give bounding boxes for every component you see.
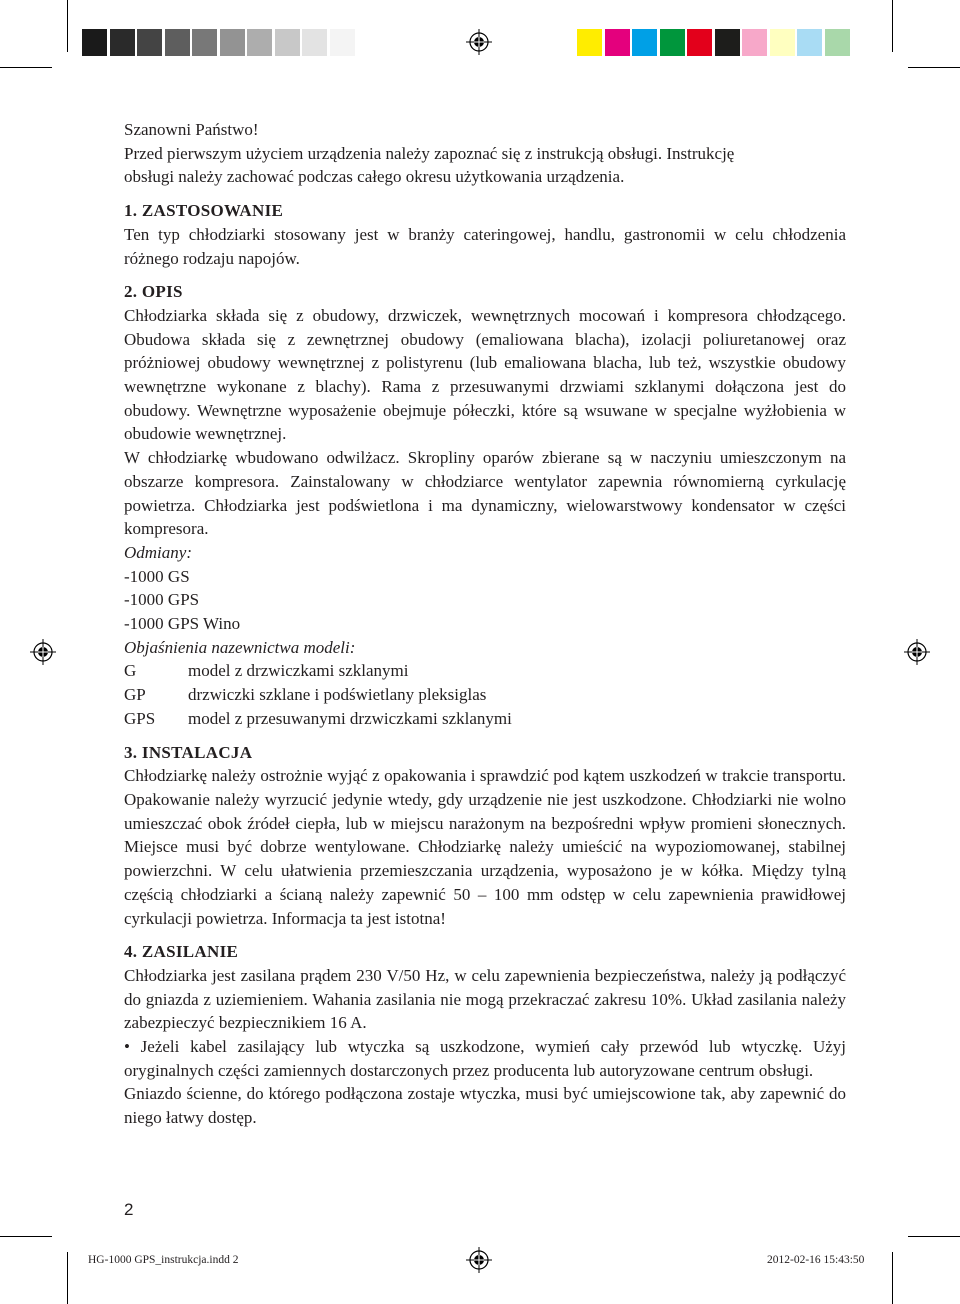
color-swatch [742, 29, 767, 56]
color-swatch [82, 29, 107, 56]
crop-mark [67, 0, 68, 52]
greeting: Szanowni Państwo! [124, 120, 259, 139]
document-body [124, 118, 846, 1130]
footer-timestamp: 2012-02-16 15:43:50 [767, 1254, 865, 1266]
registration-mark-icon [466, 1247, 492, 1273]
color-swatch [687, 29, 712, 56]
intro-line: obsługi należy zachować podczas całego okresu użytkowania urządzenia. [124, 167, 625, 187]
model-code: GPS [124, 708, 156, 728]
color-swatch [660, 29, 685, 56]
crop-mark [892, 0, 893, 52]
color-swatch [770, 29, 795, 56]
crop-mark [908, 1236, 960, 1237]
section-body-instalacja: Chłodziarkę należy ostrożnie wyjąć z opakowania i sprawdzić pod kątem uszkodzeń w trakcie transportu. Opakowanie należy wyrzucić jedynie wtedy, gdy urządzenie nie jest uszkodzone. Chłodziarki nie wolno umieszczać obok źródeł ciepła, lub w miejscu narażonym na bezpośredni wpływ promieni słonecznych. Miejsce musi być dobrze wentylowane. Chłodziarkę należy umieścić na wypoziomowanej, stabilnej powierzchni. W celu ułatwienia przemieszczania urządzenia, wyposażono je w kółka. Między tylną częścią chłodziarki a ścianą należy zapewnić 50 – 100 mm odstęp w celu zapewnienia prawidłowej cyrkulacji powietrza. Informacja ta jest istotna! [124, 766, 846, 928]
model-row [124, 659, 846, 683]
section-body-zasilanie: Chłodziarka jest zasilana prądem 230 V/50 Hz, w celu zapewnienia bezpieczeństwa, należy ją podłączyć do gniazda z uziemieniem. Wahania zasilania nie mogą przekraczać zakresu 10%. Układ zasilania należy zabezpieczyć bezpiecznikiem 16 A. [124, 965, 846, 1033]
crop-mark [67, 1252, 68, 1304]
crop-mark [0, 1236, 52, 1237]
color-swatch [247, 29, 272, 56]
color-swatch [165, 29, 190, 56]
model-code: G [124, 661, 137, 681]
registration-mark-icon [904, 639, 930, 665]
section-body-opis-2: W chłodziarkę wbudowano odwilżacz. Skropliny oparów zbierane są w naczyniu umieszczonym na obszarze kompresora. Zainstalowany w chłodziarce wentylator zapewnia równomierną cyrkulację powietrza. Chłodziarka jest podświetlona i ma dynamiczny, wielowarstwowy kondensator w części kompresora. [124, 448, 846, 539]
model-desc: model z przesuwanymi drzwiczkami szklanymi [188, 708, 512, 728]
crop-mark [892, 1252, 893, 1304]
color-swatch [605, 29, 630, 56]
variant-item: -1000 GPS Wino [124, 614, 241, 634]
color-swatch [302, 29, 327, 56]
color-swatch [275, 29, 300, 56]
bullet-item: • Jeżeli kabel zasilający lub wtyczka są uszkodzone, wymień cały przewód lub wtyczkę. Użyj oryginalnych części zamiennych dostarczonych przez producenta lub autoryzowane centrum obsługi. [124, 1037, 846, 1080]
model-row [124, 707, 846, 731]
model-desc: model z drzwiczkami szklanymi [188, 661, 409, 681]
model-desc: drzwiczki szklane i podświetlany pleksiglas [188, 685, 487, 705]
color-swatch [192, 29, 217, 56]
color-swatch [715, 29, 740, 56]
variant-item: -1000 GPS [124, 590, 200, 610]
color-swatch [825, 29, 850, 56]
color-swatch [632, 29, 657, 56]
grayscale-bar [82, 29, 357, 56]
process-color-bar [577, 29, 852, 56]
color-swatch [330, 29, 355, 56]
section-body-zasilanie-2: Gniazdo ścienne, do którego podłączona zostaje wtyczka, musi być umiejscowione tak, aby zapewnić do niego łatwy dostęp. [124, 1084, 846, 1128]
variant-item: -1000 GS [124, 566, 190, 586]
section-heading-zasilanie: 4. ZASILANIE [124, 942, 239, 962]
model-row [124, 683, 846, 707]
section-heading-instalacja: 3. INSTALACJA [124, 742, 253, 762]
color-swatch [110, 29, 135, 56]
page-number: 2 [124, 1200, 134, 1219]
registration-mark-icon [30, 639, 56, 665]
color-swatch [577, 29, 602, 56]
section-body-zastosowanie: Ten typ chłodziarki stosowany jest w branży cateringowej, handlu, gastronomii w celu chłodzenia różnego rodzaju napojów. [124, 224, 846, 268]
section-body-opis: Chłodziarka składa się z obudowy, drzwiczek, wewnętrznych mocowań i kompresora chłodzącego. Obudowa składa się z zewnętrznej obudowy (emaliowana blacha), izolacji poliuretanowej oraz próżniowej obudowy wewnętrznej z polistyrenu (lub emaliowana blacha, lub też, wszystkie obudowy wewnętrzne wykonane z blachy). Rama z przesuwanymi drzwiami szklanymi dołączona jest do obudowy. Wewnętrzne wyposażenie obejmuje półeczki, które są wsuwane w specjalne wyżłobienia w obudowie wewnętrznej. [124, 305, 846, 444]
variants-label: Odmiany: [124, 542, 192, 562]
model-code: GP [124, 685, 146, 705]
color-swatch [797, 29, 822, 56]
intro-line: Przed pierwszym użyciem urządzenia należy zapoznać się z instrukcją obsługi. Instrukcję [124, 143, 735, 163]
color-swatch [220, 29, 245, 56]
registration-mark-icon [466, 29, 492, 55]
color-swatch [137, 29, 162, 56]
footer-filename: HG-1000 GPS_instrukcja.indd 2 [88, 1254, 239, 1266]
crop-mark [908, 67, 960, 68]
section-heading-opis: 2. OPIS [124, 282, 183, 302]
models-label: Objaśnienia nazewnictwa modeli: [124, 637, 356, 657]
crop-mark [0, 67, 52, 68]
section-heading-zastosowanie: 1. ZASTOSOWANIE [124, 201, 284, 221]
